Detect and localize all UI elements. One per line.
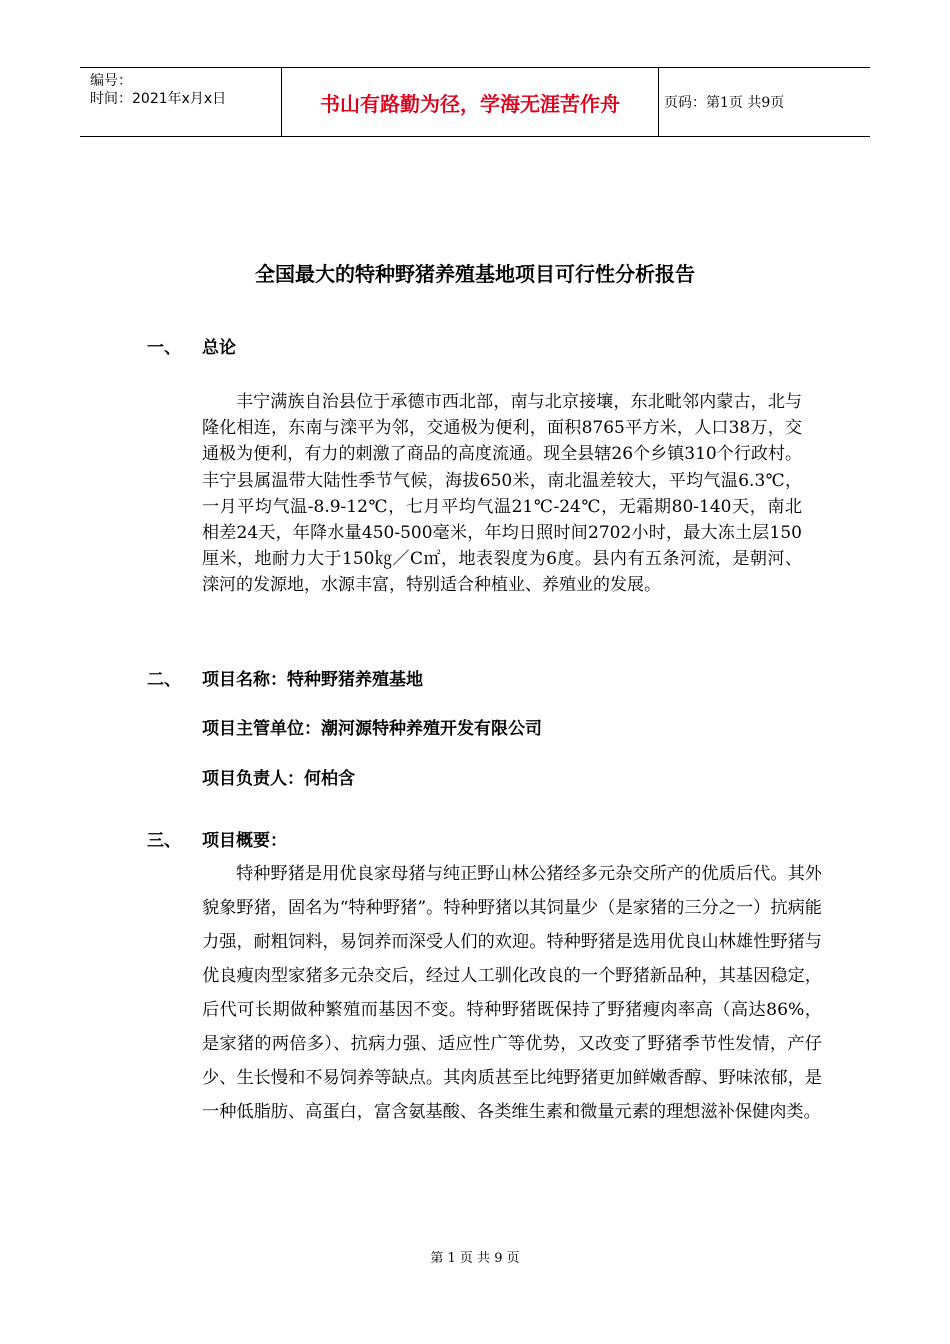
page-footer: 第 1 页 共 9 页 — [430, 1251, 520, 1266]
header-motto: 书山有路勤为径，学海无涯苦作舟 — [282, 68, 659, 136]
section-1-number: 一、 — [147, 338, 181, 358]
section-3-number: 三、 — [147, 831, 181, 851]
header-page-info: 页码：第1页 共9页 — [664, 95, 785, 111]
project-leader: 项目负责人：何柏含 — [202, 769, 355, 789]
section-3-paragraph: 特种野猪是用优良家母猪与纯正野山林公猪经多元杂交所产的优质后代。其外貌象野猪，固名为“特种野猪”。特种野猪以其饲量少（是家猪的三分之一）抗病能力强，耐粗饲料，易饲养而深受人们的欢迎。特种野猪是选用优良山林雄性野猪与优良瘦肉型家猪多元杂交后，经过人工驯化改良的一个野猪新品种，其基因稳定，后代可长期做种繁殖而基因不变。特种野猪既保持了野猪瘦肉率高（高达86%，是家猪的两倍多）、抗病力强、适应性广等优势，又改变了野猪季节性发情，产仔少、生长慢和不易饲养等缺点。其肉质甚至比纯野猪更加鲜嫩香醇、野味浓郁，是一种低脂肪、高蛋白，富含氨基酸、各类维生素和微量元素的理想滋补保健肉类。 — [202, 864, 822, 1122]
page-header — [80, 67, 870, 137]
section-3-heading: 项目概要： — [202, 831, 287, 851]
document-title: 全国最大的特种野猪养殖基地项目可行性分析报告 — [255, 262, 695, 286]
serial-label: 编号： — [90, 73, 132, 89]
section-1-paragraph: 丰宁满族自治县位于承德市西北部，南与北京接壤，东北毗邻内蒙古，北与隆化相连，东南与滦平为邻，交通极为便利，面积8765平方米，人口38万，交通极为便利，有力的刺激了商品的高度流通。现全县辖26个乡镇310个行政村。丰宁县属温带大陆性季节气候，海拔650米，南北温差较大，平均气温6.3℃，一月平均气温-8.9-12℃，七月平均气温21℃-24℃，无霜期80-140天，南北相差24天，年降水量450-500毫米，年均日照时间2702小时，最大冻土层150厘米，地耐力大于150㎏／C㎡，地表裂度为6度。县内有五条河流，是朝河、滦河的发源地，水源丰富，特别适合种植业、养殖业的发展。 — [202, 392, 802, 596]
header-meta — [80, 68, 282, 136]
project-name: 项目名称：特种野猪养殖基地 — [202, 670, 423, 690]
section-1-heading: 总论 — [202, 338, 236, 358]
time-label: 时间：2021年x月x日 — [90, 91, 227, 107]
section-2-number: 二、 — [147, 670, 181, 690]
project-supervisor: 项目主管单位：潮河源特种养殖开发有限公司 — [202, 719, 542, 739]
